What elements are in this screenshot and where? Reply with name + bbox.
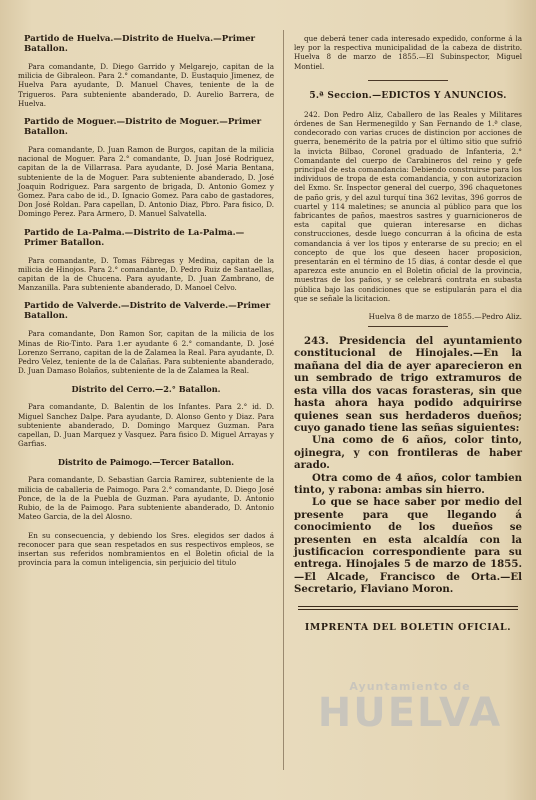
watermark (300, 680, 520, 736)
notice-243-closing: Lo que se hace saber por medio del presente para que llegando á conocimiento de los dueños se presenten en esta alcaldía con la justificacion correspondiente para su entrega. Hinojales 5 de marzo de 1855.—El Alcade, Francisco de Orta.—El Secretario, Flaviano Moron. (294, 496, 522, 596)
heading-huelva: Partido de Huelva.—Distrito de Huelva.—Primer Batallon. (24, 34, 256, 54)
paragraph-cerro: Para comandante, D. Balentin de los Infantes. Para 2.° id. D. Miguel Sanchez Dalpe. Para ayudante, D. Alonso Gento y Diaz. Para subteniente abanderado, D. Domingo Marquez Guzman. Para capellan, D. Juan Marquez y Vasquez. Para fisico D. Miguel Arrayas y Garfias. (18, 402, 274, 449)
heading-cerro: Distrito del Cerro.—2.° Batallon. (71, 384, 221, 395)
watermark-line-1: Ayuntamiento de (349, 680, 471, 693)
notice-243-cow-2: Otra como de 4 años, color tambien tinto, y rabona: ambas sin hierro. (294, 471, 522, 496)
right-column (294, 34, 522, 633)
notice-242-signature: Huelva 8 de marzo de 1855.—Pedro Aliz. (368, 312, 522, 322)
notice-242: 242. Don Pedro Aliz, Caballero de las Reales y Militares órdenes de San Hermenegildo y San Fernando de 1.ª clase, condecorado con varias cruces de distincion por acciones de guerra, benemérito de la patria por el último sitio que sufrió la invicta Bilbao, Coronel graduado de Infanteria, 2.° Comandante del cuerpo de Carabineros del reino y gefe principal de esta comandancia: Debiendo construirse para los individuos de tropa de esta comandancia, y con autorizacion del Exmo. Sr. Inspector general del cuerpo, 396 chaquetones de paño gris, y del azul turquí tina 362 levitas, 396 gorros de cuartel y 114 maletines; se anuncia al público para que los fabricantes de paños, maestros sastres y guarnicioneros de esta capital que quieran interesarse en dichas construcciones, desde luego concurran á la oficina de esta comandancia á ver los tipos y enterarse de su precio; en el concepto de que los que deseen hacer proposicion, presentarán en el término de 15 dias, á contar desde el que aparezca este anuncio en el Boletin oficial de la provincia, muestras de los paños, y se celebrará contrata en subasta pública bajo las condiciones que se estipularán para el dia que se señale la licitacion. (294, 109, 522, 303)
heading-paimogo: Distrito de Paimogo.—Tercer Batallon. (57, 457, 235, 468)
paragraph-consecuencia: En su consecuencia, y debiendo los Sres. elegidos ser dados á reconocer para que sean respetados en sus respectivos empleos, se insertan sus referidos nombramientos en el Boletin oficial de la provincia para la comun inteligencia, sin perjuicio del titulo (18, 530, 274, 568)
watermark-line-2: HUELVA (317, 690, 503, 736)
double-rule (298, 606, 518, 610)
paragraph-huelva: Para comandante, D. Diego Garrido y Melgarejo, capitan de la milicia de Gibraleon. Para 2.° comandante, D. Eustaquio Jimenez, de Huelva Para ayudante, D. Manuel Chaves, teniente de la de Trigueros. Para subteniente abanderado, D. Aurelio Barrera, de Huelva. (18, 62, 274, 108)
left-column (18, 34, 274, 576)
heading-valverde: Partido de Valverde.—Distrito de Valverde.—Primer Batallon. (24, 301, 271, 322)
heading-moguer: Partido de Moguer.—Distrito de Moguer.—Primer Batallon. (24, 117, 262, 138)
section-title: 5.ª Seccion.—EDICTOS Y ANUNCIOS. (309, 90, 507, 101)
paragraph-la-palma: Para comandante, D. Tomas Fábregas y Medina, capitan de la milicia de Hinojos. Para 2.° comandante, D. Pedro Ruiz de Santaellas, capitan de la de Chucena. Para ayudante, D. Juan Zambrano, de Manzanilla. Para subteniente abanderado, D. Manoel Celvo. (18, 255, 274, 293)
paragraph-valverde: Para comandante, Don Ramon Sor, capitan de la milicia de los Minas de Rio-Tinto. Para 1.er ayudante 6 2.° comandante, D. José Lorenzo Serrano, capitan de la de Zalamea la Real. Para ayudante, D. Pedro Velez, teniente de la de Calañas. Para subteniente abanderado, D. Juan Damaso Bolaños, subteniente de la de Zalamea la Real. (18, 329, 274, 376)
notice-243: 243. Presidencia del ayuntamiento constitucional de Hinojales.—En la mañana del dia de ayer aparecieron en un sembrado de trigo extramuros de esta villa dos vacas forasteras, sin que hasta ahora haya podido adquirirse quienes sean sus herdaderos dueños; cuyo ganado tiene las señas siguientes: (294, 335, 522, 434)
column-divider (283, 30, 284, 770)
paragraph-paimogo: Para comandante, D. Sebastian Garcia Ramirez, subteniente de la milicia de caballeria de Paimogo. Para 2.° comandante, D. Diego José Ponce, de la de la Puebla de Guzman. Para ayudante, D. Antonio Rubio, de la de Paimogo. Para subteniente abanderado, D. Antonio Mateo Garcia, de la del Alosno. (18, 475, 274, 522)
notice-243-cow-1: Una como de 6 años, color tinto, ojinegra, y con frontileras de haber arado. (294, 434, 522, 472)
short-rule (368, 326, 448, 327)
paragraph-continuation: que deberá tener cada interesado expedido, conforme á la ley por la respectiva municipalidad de la cabeza de distrito. Huelva 8 de marzo de 1855.—El Subinspector, Miguel Montiel. (294, 34, 522, 71)
printer-imprint: IMPRENTA DEL BOLETIN OFICIAL. (304, 621, 512, 633)
heading-la-palma: Partido de La-Palma.—Distrito de La-Palma.—Primer Batallon. (24, 227, 245, 248)
paragraph-moguer: Para comandante, D. Juan Ramon de Burgos, capitan de la milicia nacional de Moguer. Para 2.° comandante, D. Juan José Rodriguez, capitan de la de Villarrasa. Para ayudante, D. José Maria Bentana, subteniente de la de Moguer. Para subteniente abanderado, D. José Joaquin Rodriguez. Para sargento de brigada, D. Antonio Gomez y Gomez. Para cabo de id., D. Ignacio Gomez. Para cabo de gastadores, Don José Roldan. Para capellan, D. Antonio Diaz, Pbro. Para fisico, D. Domingo Perez. Para Armero, D. Manuel Salvatella. (18, 145, 274, 219)
short-rule (368, 80, 448, 81)
